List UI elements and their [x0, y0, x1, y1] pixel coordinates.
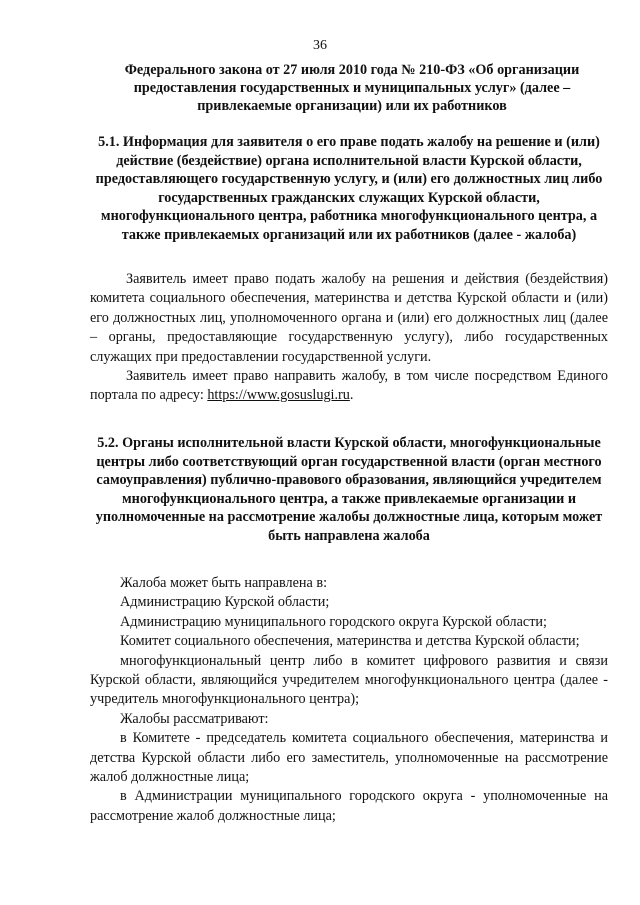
list-item: Жалоба может быть направлена в: — [120, 575, 328, 591]
list-item: Комитет социального обеспечения, материнства и детства Курской области; — [120, 633, 580, 650]
list-item: в Администрации муниципального городского округа - уполномоченные на рассмотрение жалоб должностные лица; — [90, 788, 608, 824]
page-number: 36 — [313, 38, 327, 53]
paragraph: Заявитель имеет право подать жалобу на решения и действия (бездействия) комитета социального обеспечения, материнства и детства Курской области и (или) его должностных лиц, уполномоченного органа и (или) его должностных лиц (далее – органы, предоставляющие государственную услугу), либо государственных служащих при предоставлении государственной услуги. — [90, 271, 608, 365]
paragraph — [90, 367, 608, 406]
list-item: в Комитете - председатель комитета социального обеспечения, материнства и детства Курской области либо его заместитель, уполномоченные на рассмотрение жалоб должностные лица; — [90, 730, 608, 786]
intro-heading: Федерального закона от 27 июля 2010 года № 210-ФЗ «Об организации предоставления государственных и муниципальных услуг» (далее – привлекаемые организации) или их работников — [124, 62, 580, 114]
section-5-1-body — [90, 270, 608, 406]
list-item: Администрацию Курской области; — [120, 594, 330, 611]
list-item: Администрацию муниципального городского округа Курской области; — [120, 613, 547, 630]
list-item: Жалобы рассматривают: — [120, 710, 269, 727]
section-5-1-heading: 5.1. Информация для заявителя о его праве подать жалобу на решение и (или) действие (бездействие) органа исполнительной власти Курской области, предоставляющего государственную услугу, и (или) его должностных лиц либо государственных гражданских служащих Курской области, многофункционального центра, работника многофункционального центра, а также привлекаемых организаций или их работников (далее - жалоба) — [95, 134, 603, 243]
section-5-2-body — [90, 574, 608, 826]
section-5-2-heading: 5.2. Органы исполнительной власти Курской области, многофункциональные центры либо соответствующий орган государственной власти (орган местного самоуправления) публично-правового образования, являющийся учредителем многофункционального центра, а также привлекаемые организации и уполномоченные на рассмотрение жалобы должностные лица, которым может быть направлена жалоба — [95, 435, 603, 544]
list-item: многофункциональный центр либо в комитет цифрового развития и связи Курской области, являющийся учредителем многофункционального центра (далее - учредитель многофункционального центра); — [90, 652, 608, 708]
paragraph-end: . — [349, 387, 354, 404]
gosuslugi-link[interactable]: https://www.gosuslugi.ru — [207, 387, 350, 404]
paragraph-text: Заявитель имеет право направить жалобу, в том числе посредством Единого портала по адресу: — [90, 368, 608, 404]
